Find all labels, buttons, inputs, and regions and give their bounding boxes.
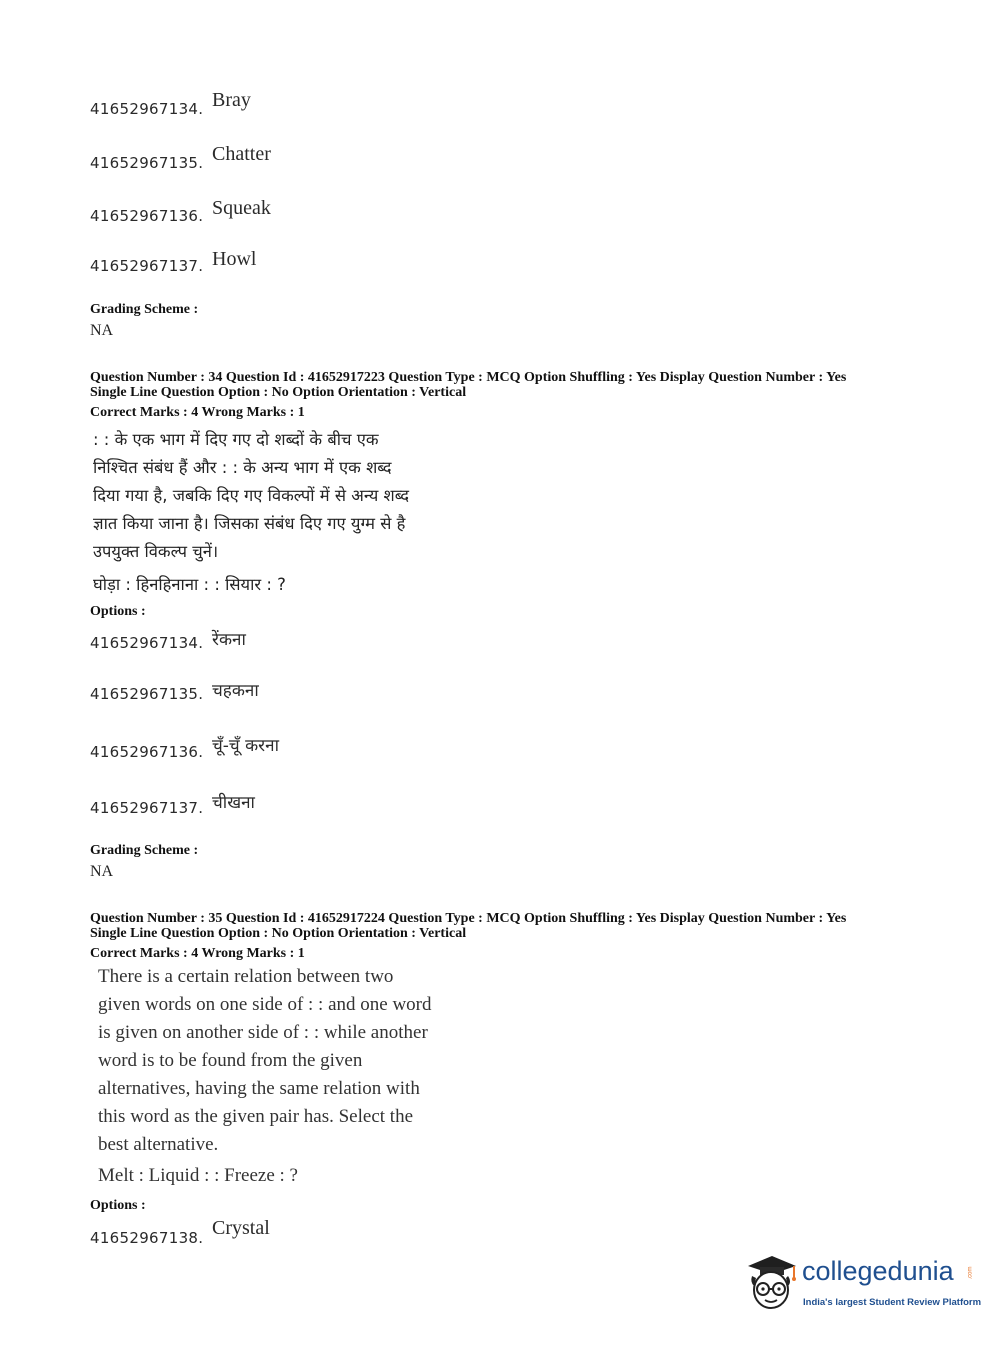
option-id: 41652967138. [90,1229,204,1247]
question-meta-line2: Single Line Question Option : No Option Orientation : Vertical [90,385,467,400]
question-line: alternatives, having the same relation with [98,1078,420,1099]
question-line: There is a certain relation between two [98,966,394,987]
option-text: चीखना [212,793,255,813]
question-marks: Correct Marks : 4 Wrong Marks : 1 [90,405,305,420]
logo-suffix: .com [967,1266,974,1280]
analogy-line: घोड़ा : हिनहिनाना : : सियार : ? [93,575,286,594]
option-text: Crystal [212,1217,270,1239]
logo-name: collegedunia [802,1256,954,1286]
option-id: 41652967137. [90,257,204,275]
question-line: दिया गया है, जबकि दिए गए विकल्पों में से अन्य शब्द [93,486,410,505]
option-id: 41652967134. [90,100,204,118]
option-id: 41652967136. [90,743,204,761]
options-label: Options : [90,604,146,619]
grading-scheme-label: Grading Scheme : [90,843,199,858]
option-text: Bray [212,89,251,111]
question-line: best alternative. [98,1134,219,1155]
option-id: 41652967134. [90,634,204,652]
grading-scheme-value: NA [90,322,114,339]
question-meta-line2: Single Line Question Option : No Option Orientation : Vertical [90,926,467,941]
option-text: Squeak [212,197,271,219]
question-line: word is to be found from the given [98,1050,363,1071]
question-line: निश्चित संबंध हैं और : : के अन्य भाग में एक शब्द [93,458,392,477]
options-label: Options : [90,1198,146,1213]
question-line: given words on one side of : : and one word [98,994,432,1015]
question-line: this word as the given pair has. Select the [98,1106,414,1127]
option-id: 41652967136. [90,207,204,225]
mascot-icon [742,1252,800,1314]
question-line: उपयुक्त विकल्प चुनें। [93,542,219,561]
option-text: चूँ-चूँ करना [212,736,279,756]
option-text: चहकना [212,681,259,701]
option-id: 41652967135. [90,685,204,703]
question-line: : : के एक भाग में दिए गए दो शब्दों के बीच एक [93,430,379,449]
question-meta-line1: Question Number : 34 Question Id : 41652917223 Question Type : MCQ Option Shuffling : Yes Display Question Number : Yes [90,370,847,385]
analogy-line: Melt : Liquid : : Freeze : ? [98,1165,298,1186]
question-line: ज्ञात किया जाना है। जिसका संबंध दिए गए युग्म से है [93,514,406,533]
question-meta-line1: Question Number : 35 Question Id : 41652917224 Question Type : MCQ Option Shuffling : Yes Display Question Number : Yes [90,911,847,926]
option-id: 41652967135. [90,154,204,172]
question-line: is given on another side of : : while another [98,1022,428,1043]
option-text: Chatter [212,143,271,165]
grading-scheme-label: Grading Scheme : [90,302,199,317]
logo-tagline: India's largest Student Review Platform [803,1297,982,1308]
option-id: 41652967137. [90,799,204,817]
collegedunia-logo [742,1252,982,1314]
option-text: Howl [212,248,257,270]
grading-scheme-value: NA [90,863,114,880]
question-marks: Correct Marks : 4 Wrong Marks : 1 [90,946,305,961]
option-text: रेंकना [212,630,246,650]
